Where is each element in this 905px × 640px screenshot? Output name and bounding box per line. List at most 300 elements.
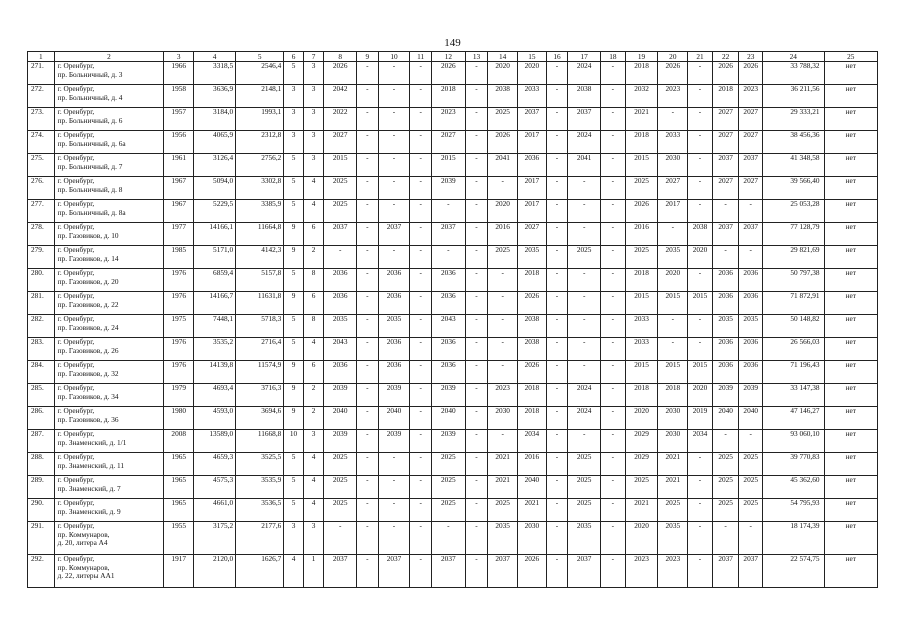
cost-cell: 29 333,21: [763, 108, 825, 131]
table-cell: 2035: [712, 315, 739, 338]
table-cell: 2036: [378, 361, 410, 384]
area-cell: 1993,1: [236, 108, 284, 131]
table-cell: 2025: [739, 499, 763, 522]
table-cell: 2036: [378, 338, 410, 361]
table-cell: 2025: [568, 499, 601, 522]
area-cell: 2716,4: [236, 338, 284, 361]
table-cell: 1979: [164, 384, 194, 407]
table-cell: -: [546, 131, 568, 154]
table-cell: -: [488, 177, 518, 200]
table-cell: -: [712, 200, 739, 223]
table-cell: -: [431, 246, 465, 269]
row-number-cell: 285.: [28, 384, 55, 407]
table-cell: 2041: [568, 154, 601, 177]
table-cell: 1977: [164, 223, 194, 246]
area-cell: 11631,8: [236, 292, 284, 315]
row-number-cell: 291.: [28, 522, 55, 555]
table-cell: -: [546, 555, 568, 588]
table-cell: -: [410, 407, 432, 430]
area-cell: 14166,7: [194, 292, 236, 315]
table-cell: -: [658, 223, 688, 246]
table-cell: -: [465, 154, 488, 177]
table-cell: -: [465, 62, 488, 85]
table-cell: -: [465, 246, 488, 269]
column-header: 19: [625, 52, 658, 62]
table-cell: -: [601, 292, 626, 315]
table-cell: 9: [284, 292, 303, 315]
address-cell: г. Оренбург, пр. Газовиков, д. 26: [54, 338, 164, 361]
table-cell: 2035: [488, 522, 518, 555]
table-cell: 3: [303, 430, 324, 453]
table-cell: -: [357, 499, 379, 522]
table-cell: -: [465, 453, 488, 476]
table-cell: 2015: [658, 292, 688, 315]
table-cell: 2025: [658, 499, 688, 522]
row-number-cell: 275.: [28, 154, 55, 177]
table-cell: 5: [284, 315, 303, 338]
table-cell: 3: [303, 131, 324, 154]
area-cell: 7448,1: [194, 315, 236, 338]
cost-cell: 25 053,28: [763, 200, 825, 223]
area-cell: 2120,0: [194, 555, 236, 588]
table-cell: -: [357, 131, 379, 154]
table-cell: 2027: [324, 131, 357, 154]
table-cell: -: [546, 315, 568, 338]
table-cell: 2038: [488, 85, 518, 108]
table-cell: -: [601, 62, 626, 85]
table-cell: 2018: [625, 384, 658, 407]
table-row: [28, 131, 878, 154]
table-cell: 2034: [688, 430, 713, 453]
address-cell: г. Оренбург, пр. Больничный, д. 8а: [54, 200, 164, 223]
table-cell: -: [601, 223, 626, 246]
row-number-cell: 272.: [28, 85, 55, 108]
table-cell: 2025: [712, 453, 739, 476]
table-cell: 2030: [488, 407, 518, 430]
table-cell: -: [357, 85, 379, 108]
column-header: 12: [431, 52, 465, 62]
table-cell: -: [410, 85, 432, 108]
table-cell: 2018: [625, 62, 658, 85]
row-number-cell: 273.: [28, 108, 55, 131]
address-cell: г. Оренбург, пр. Больничный, д. 8: [54, 177, 164, 200]
table-cell: 9: [284, 246, 303, 269]
area-cell: 3694,6: [236, 407, 284, 430]
table-cell: -: [357, 246, 379, 269]
table-cell: -: [546, 223, 568, 246]
table-row: [28, 453, 878, 476]
table-cell: -: [465, 407, 488, 430]
table-cell: 2015: [688, 292, 713, 315]
table-cell: -: [739, 430, 763, 453]
table-cell: -: [601, 338, 626, 361]
table-cell: -: [739, 522, 763, 555]
address-cell: г. Оренбург, пр. Больничный, д. 6: [54, 108, 164, 131]
table-cell: -: [568, 177, 601, 200]
table-cell: -: [378, 108, 410, 131]
table-cell: 2038: [518, 315, 547, 338]
table-cell: 2032: [625, 85, 658, 108]
table-cell: -: [658, 108, 688, 131]
table-cell: 2021: [488, 476, 518, 499]
table-cell: -: [739, 200, 763, 223]
table-cell: 4: [303, 200, 324, 223]
table-cell: -: [601, 361, 626, 384]
table-cell: 2033: [625, 338, 658, 361]
column-header: 21: [688, 52, 713, 62]
row-number-cell: 287.: [28, 430, 55, 453]
table-row: [28, 522, 878, 555]
table-cell: 2039: [431, 177, 465, 200]
table-row: [28, 223, 878, 246]
table-cell: -: [688, 453, 713, 476]
column-header: 1: [28, 52, 55, 62]
table-cell: -: [601, 453, 626, 476]
table-cell: 3: [284, 131, 303, 154]
table-cell: 2025: [488, 246, 518, 269]
table-cell: 6: [303, 223, 324, 246]
table-row: [28, 315, 878, 338]
table-cell: -: [357, 315, 379, 338]
area-cell: 3716,3: [236, 384, 284, 407]
area-cell: 4661,0: [194, 499, 236, 522]
table-cell: 2037: [568, 555, 601, 588]
area-cell: 14166,1: [194, 223, 236, 246]
table-cell: -: [601, 476, 626, 499]
table-cell: 4: [303, 476, 324, 499]
table-cell: 2036: [518, 154, 547, 177]
table-row: [28, 476, 878, 499]
area-cell: 2177,6: [236, 522, 284, 555]
table-cell: 2039: [378, 430, 410, 453]
table-cell: -: [410, 177, 432, 200]
table-cell: -: [465, 223, 488, 246]
table-cell: -: [465, 131, 488, 154]
area-cell: 4693,4: [194, 384, 236, 407]
table-cell: 2024: [568, 131, 601, 154]
table-cell: 2033: [625, 315, 658, 338]
table-cell: 2038: [518, 338, 547, 361]
address-cell: г. Оренбург, пр. Газовиков, д. 24: [54, 315, 164, 338]
table-cell: 2025: [488, 499, 518, 522]
table-cell: -: [688, 522, 713, 555]
address-cell: г. Оренбург, пр. Коммунаров, д. 22, литеры АА1: [54, 555, 164, 588]
table-cell: 2021: [658, 476, 688, 499]
table-cell: 1956: [164, 131, 194, 154]
table-row: [28, 407, 878, 430]
table-cell: -: [465, 384, 488, 407]
table-cell: 2021: [488, 453, 518, 476]
table-cell: 2043: [431, 315, 465, 338]
cost-cell: 47 146,27: [763, 407, 825, 430]
table-cell: 1961: [164, 154, 194, 177]
table-cell: 2043: [324, 338, 357, 361]
table-cell: 2025: [431, 476, 465, 499]
cost-cell: 38 456,36: [763, 131, 825, 154]
table-cell: -: [357, 555, 379, 588]
table-cell: -: [546, 154, 568, 177]
cost-cell: 45 362,60: [763, 476, 825, 499]
table-cell: 2020: [625, 407, 658, 430]
table-cell: -: [546, 246, 568, 269]
table-cell: -: [357, 338, 379, 361]
table-cell: 2037: [712, 223, 739, 246]
table-cell: 2018: [431, 85, 465, 108]
table-row: [28, 62, 878, 85]
table-cell: 2025: [324, 453, 357, 476]
table-cell: -: [465, 430, 488, 453]
table-cell: 2030: [658, 407, 688, 430]
area-cell: 1626,7: [236, 555, 284, 588]
area-cell: 3126,4: [194, 154, 236, 177]
table-cell: -: [410, 453, 432, 476]
table-cell: 2015: [658, 361, 688, 384]
table-cell: 2015: [688, 361, 713, 384]
table-cell: 2033: [518, 85, 547, 108]
table-cell: -: [546, 85, 568, 108]
column-header: 6: [284, 52, 303, 62]
table-cell: -: [357, 292, 379, 315]
table-cell: 2039: [324, 384, 357, 407]
area-cell: 3175,2: [194, 522, 236, 555]
table-cell: 3: [303, 108, 324, 131]
address-cell: г. Оренбург, пр. Газовиков, д. 22: [54, 292, 164, 315]
table-cell: 1967: [164, 177, 194, 200]
table-cell: 2035: [518, 246, 547, 269]
table-cell: -: [546, 499, 568, 522]
table-cell: -: [488, 361, 518, 384]
table-cell: 2035: [324, 315, 357, 338]
table-cell: -: [601, 522, 626, 555]
table-cell: -: [431, 522, 465, 555]
table-cell: 2026: [658, 62, 688, 85]
table-row: [28, 177, 878, 200]
column-header: 4: [194, 52, 236, 62]
table-cell: -: [688, 269, 713, 292]
table-cell: 2039: [431, 430, 465, 453]
table-cell: -: [431, 200, 465, 223]
table-cell: 1976: [164, 361, 194, 384]
table-cell: 2015: [625, 292, 658, 315]
table-cell: -: [357, 177, 379, 200]
table-cell: -: [568, 200, 601, 223]
table-cell: -: [410, 154, 432, 177]
table-cell: -: [546, 361, 568, 384]
table-cell: 2018: [712, 85, 739, 108]
table-cell: 2017: [518, 131, 547, 154]
table-cell: -: [688, 200, 713, 223]
table-cell: -: [410, 223, 432, 246]
table-cell: -: [601, 555, 626, 588]
table-cell: 4: [303, 338, 324, 361]
table-cell: 1980: [164, 407, 194, 430]
table-cell: 2040: [518, 476, 547, 499]
cost-cell: 39 566,40: [763, 177, 825, 200]
table-cell: 2038: [688, 223, 713, 246]
table-cell: 2025: [625, 177, 658, 200]
table-cell: 2030: [518, 522, 547, 555]
area-cell: 6859,4: [194, 269, 236, 292]
row-number-cell: 280.: [28, 269, 55, 292]
column-header: 18: [601, 52, 626, 62]
table-cell: 2027: [712, 131, 739, 154]
table-cell: -: [546, 430, 568, 453]
table-cell: 2035: [568, 522, 601, 555]
table-cell: -: [410, 384, 432, 407]
table-cell: 1976: [164, 269, 194, 292]
table-cell: 2025: [739, 476, 763, 499]
area-cell: 5157,8: [236, 269, 284, 292]
table-cell: -: [488, 269, 518, 292]
table-cell: 3: [284, 522, 303, 555]
table-cell: -: [712, 246, 739, 269]
table-cell: -: [378, 453, 410, 476]
table-cell: нет: [824, 200, 877, 223]
table-cell: 2017: [518, 177, 547, 200]
table-cell: 2025: [568, 246, 601, 269]
table-cell: 2: [303, 384, 324, 407]
table-row: [28, 154, 878, 177]
table-cell: -: [601, 85, 626, 108]
table-cell: 2024: [568, 407, 601, 430]
table-cell: 5: [284, 453, 303, 476]
address-cell: г. Оренбург, пр. Знаменский, д. 11: [54, 453, 164, 476]
table-cell: -: [688, 85, 713, 108]
table-cell: 3: [303, 62, 324, 85]
table-cell: 2037: [378, 555, 410, 588]
table-row: [28, 361, 878, 384]
address-cell: г. Оренбург, пр. Газовиков, д. 32: [54, 361, 164, 384]
row-number-cell: 279.: [28, 246, 55, 269]
table-cell: 2025: [324, 200, 357, 223]
table-cell: 4: [303, 499, 324, 522]
table-cell: 2021: [625, 108, 658, 131]
table-cell: -: [378, 154, 410, 177]
table-cell: -: [688, 177, 713, 200]
table-cell: нет: [824, 338, 877, 361]
table-cell: 2039: [431, 384, 465, 407]
table-cell: 2015: [625, 154, 658, 177]
table-cell: 2021: [518, 499, 547, 522]
table-cell: 2036: [739, 269, 763, 292]
table-cell: -: [378, 85, 410, 108]
cost-cell: 39 770,83: [763, 453, 825, 476]
table-cell: -: [739, 246, 763, 269]
table-cell: 2: [303, 407, 324, 430]
table-cell: -: [465, 476, 488, 499]
table-row: [28, 338, 878, 361]
table-cell: 2025: [324, 177, 357, 200]
area-cell: 2546,4: [236, 62, 284, 85]
table-cell: 1965: [164, 453, 194, 476]
table-cell: нет: [824, 246, 877, 269]
table-cell: 2019: [688, 407, 713, 430]
table-cell: -: [465, 361, 488, 384]
area-cell: 3525,5: [236, 453, 284, 476]
table-cell: 10: [284, 430, 303, 453]
table-cell: -: [410, 522, 432, 555]
table-cell: -: [601, 269, 626, 292]
area-cell: 4142,3: [236, 246, 284, 269]
table-cell: 1: [303, 555, 324, 588]
table-cell: -: [410, 108, 432, 131]
table-cell: 2023: [658, 85, 688, 108]
table-cell: 1957: [164, 108, 194, 131]
cost-cell: 71 196,43: [763, 361, 825, 384]
table-cell: 1975: [164, 315, 194, 338]
table-cell: 2026: [712, 62, 739, 85]
table-cell: 2: [303, 246, 324, 269]
table-cell: 2008: [164, 430, 194, 453]
table-cell: 2026: [324, 62, 357, 85]
column-header: 25: [824, 52, 877, 62]
table-row: [28, 200, 878, 223]
table-cell: 9: [284, 384, 303, 407]
cost-cell: 36 211,56: [763, 85, 825, 108]
column-header: 8: [324, 52, 357, 62]
table-cell: -: [357, 361, 379, 384]
table-cell: -: [601, 177, 626, 200]
table-cell: -: [688, 315, 713, 338]
table-cell: 2021: [658, 453, 688, 476]
page-number: 149: [444, 37, 461, 49]
table-cell: 1967: [164, 200, 194, 223]
table-cell: -: [465, 338, 488, 361]
table-cell: 3: [284, 108, 303, 131]
table-cell: нет: [824, 131, 877, 154]
area-cell: 5171,0: [194, 246, 236, 269]
table-cell: 2027: [658, 177, 688, 200]
table-cell: -: [465, 108, 488, 131]
table-cell: 2024: [568, 384, 601, 407]
table-cell: 2020: [658, 269, 688, 292]
table-cell: -: [357, 476, 379, 499]
table-cell: 2037: [324, 223, 357, 246]
table-cell: -: [601, 154, 626, 177]
table-cell: 4: [303, 177, 324, 200]
table-cell: -: [546, 453, 568, 476]
table-cell: 2026: [431, 62, 465, 85]
table-cell: 9: [284, 407, 303, 430]
table-cell: 2036: [712, 292, 739, 315]
table-cell: 1955: [164, 522, 194, 555]
table-cell: 2029: [625, 453, 658, 476]
table-cell: 2037: [431, 555, 465, 588]
table-cell: нет: [824, 407, 877, 430]
table-cell: 2040: [324, 407, 357, 430]
table-cell: -: [357, 430, 379, 453]
table-cell: 2040: [431, 407, 465, 430]
table-cell: -: [465, 177, 488, 200]
table-cell: -: [568, 361, 601, 384]
cost-cell: 41 348,58: [763, 154, 825, 177]
table-cell: -: [601, 430, 626, 453]
table-cell: -: [601, 108, 626, 131]
table-cell: -: [601, 131, 626, 154]
table-cell: 2020: [688, 384, 713, 407]
table-cell: 2040: [378, 407, 410, 430]
table-cell: -: [357, 154, 379, 177]
table-cell: -: [688, 499, 713, 522]
row-number-cell: 290.: [28, 499, 55, 522]
area-cell: 14139,8: [194, 361, 236, 384]
table-cell: 2037: [712, 154, 739, 177]
table-cell: 2037: [431, 223, 465, 246]
table-cell: -: [357, 522, 379, 555]
table-cell: -: [378, 499, 410, 522]
table-cell: 2036: [324, 269, 357, 292]
table-cell: 2036: [324, 292, 357, 315]
